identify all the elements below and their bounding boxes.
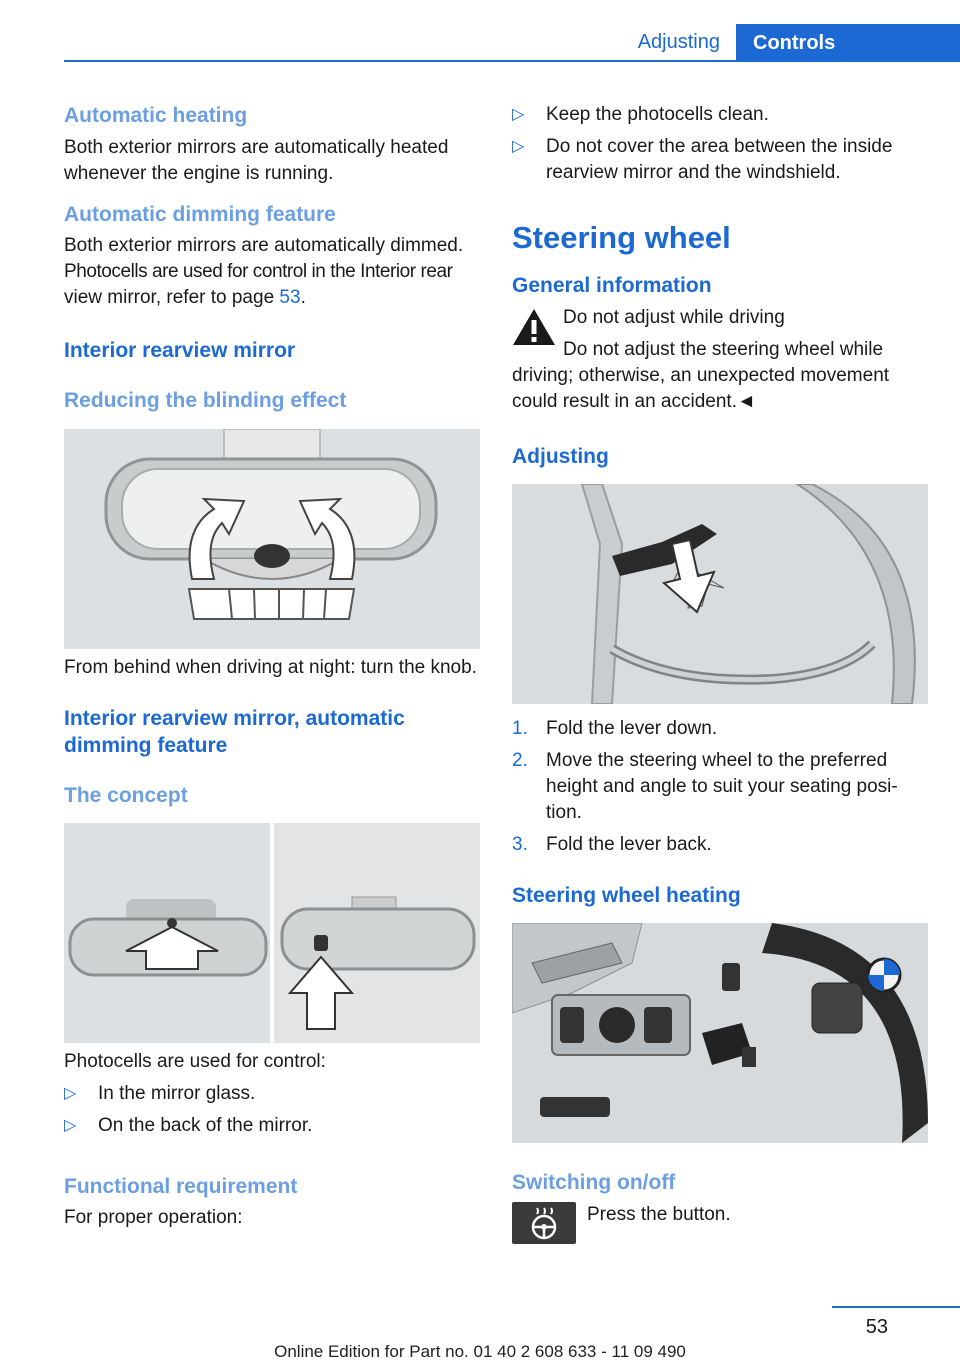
photocells-illustration	[64, 823, 480, 1043]
bullet-item	[64, 1113, 482, 1139]
bullet-text: Do not cover the area between the inside rearview mirror and the windshield.	[546, 136, 893, 183]
footer-edition: Online Edition for Part no. 01 40 2 608 633 - 11 09 490	[274, 1342, 686, 1361]
text-functional: For proper operation:	[64, 1207, 243, 1228]
step-item	[512, 832, 930, 858]
bullet-item	[512, 102, 930, 128]
left-column	[64, 102, 482, 1231]
heading-switching: Switching on/off	[512, 1171, 676, 1194]
steering-lever-illustration	[512, 484, 928, 704]
mirror-knob-illustration	[64, 429, 480, 649]
heading-automatic-heating: Automatic heating	[64, 104, 248, 127]
step-text: Fold the lever down.	[546, 718, 718, 739]
triangle-right-icon: ▷	[512, 138, 525, 155]
triangle-right-icon: ▷	[512, 106, 525, 123]
text-turn-knob: From behind when driving at night: turn the knob.	[64, 657, 477, 678]
heating-button-glyph	[512, 1202, 576, 1244]
right-column	[512, 102, 930, 1246]
heading-steering-wheel-heating: Steering wheel heating	[512, 884, 741, 907]
heading-interior-mirror: Interior rearview mirror	[64, 339, 296, 362]
dimming-line-3-end: .	[300, 287, 306, 308]
bullet-item	[64, 1081, 482, 1107]
header-section: Adjusting	[637, 31, 720, 53]
warning-line-1: Do not adjust the steering wheel while	[563, 339, 884, 360]
triangle-right-icon: ▷	[64, 1085, 77, 1102]
bullet-text: Keep the photocells clean.	[546, 104, 769, 125]
steering-wheel-heating-icon	[512, 1202, 576, 1244]
warning-title: Do not adjust while driving	[563, 307, 785, 328]
header-chapter: Controls	[736, 24, 960, 62]
dimming-line-3-text: view mirror, refer to page	[64, 287, 280, 308]
heating-button-row	[512, 1202, 930, 1246]
figure-mirror-knob	[64, 429, 480, 649]
step-item	[512, 748, 930, 826]
step-item	[512, 716, 930, 742]
heading-auto-dimming-mirror: Interior rearview mirror, automatic dimming feature	[64, 707, 405, 757]
triangle-right-icon: ▷	[64, 1117, 77, 1134]
heading-adjusting: Adjusting	[512, 445, 609, 468]
heading-automatic-dimming: Automatic dimming feature	[64, 203, 336, 226]
text-photocells: Photocells are used for control:	[64, 1051, 326, 1072]
dimming-line-1: Both exterior mirrors are automatically dimmed.	[64, 235, 464, 256]
text-press-button: Press the button.	[587, 1204, 731, 1225]
bullet-text: In the mirror glass.	[98, 1083, 256, 1104]
page-reference-link[interactable]: 53	[279, 287, 301, 308]
warning-box	[512, 305, 930, 415]
bullet-item	[512, 134, 930, 186]
heading-functional-requirement: Functional requirement	[64, 1175, 298, 1198]
step-number: 1.	[512, 718, 528, 739]
heading-reducing-blinding: Reducing the blinding effect	[64, 389, 347, 412]
step-text: Move the steering wheel to the preferred height and angle to suit your seating posi‐tion.	[546, 750, 898, 823]
text-automatic-dimming	[64, 233, 482, 311]
warning-text: driving; otherwise, an unexpected movement could result in an accident.◄	[512, 365, 890, 412]
page-header	[0, 24, 960, 62]
step-text: Fold the lever back.	[546, 834, 712, 855]
page-number: 53	[865, 1316, 888, 1338]
text-automatic-heating: Both exterior mirrors are automatically heated whenever the engine is running.	[64, 137, 449, 184]
heading-the-concept: The concept	[64, 784, 188, 807]
figure-photocells	[64, 823, 480, 1043]
step-number: 3.	[512, 834, 528, 855]
warning-triangle-icon	[512, 307, 556, 347]
figure-steering-lever	[512, 484, 928, 704]
heading-steering-wheel: Steering wheel	[512, 220, 731, 255]
bullet-text: On the back of the mirror.	[98, 1115, 313, 1136]
heading-general-information: General information	[512, 274, 712, 297]
figure-steering-heating	[512, 923, 928, 1143]
footer-rule	[832, 1306, 960, 1308]
dimming-line-3	[64, 285, 482, 311]
dimming-line-2: Photocells are used for control in the Interior rear	[64, 261, 453, 282]
step-number: 2.	[512, 750, 528, 771]
steering-heating-illustration	[512, 923, 928, 1143]
